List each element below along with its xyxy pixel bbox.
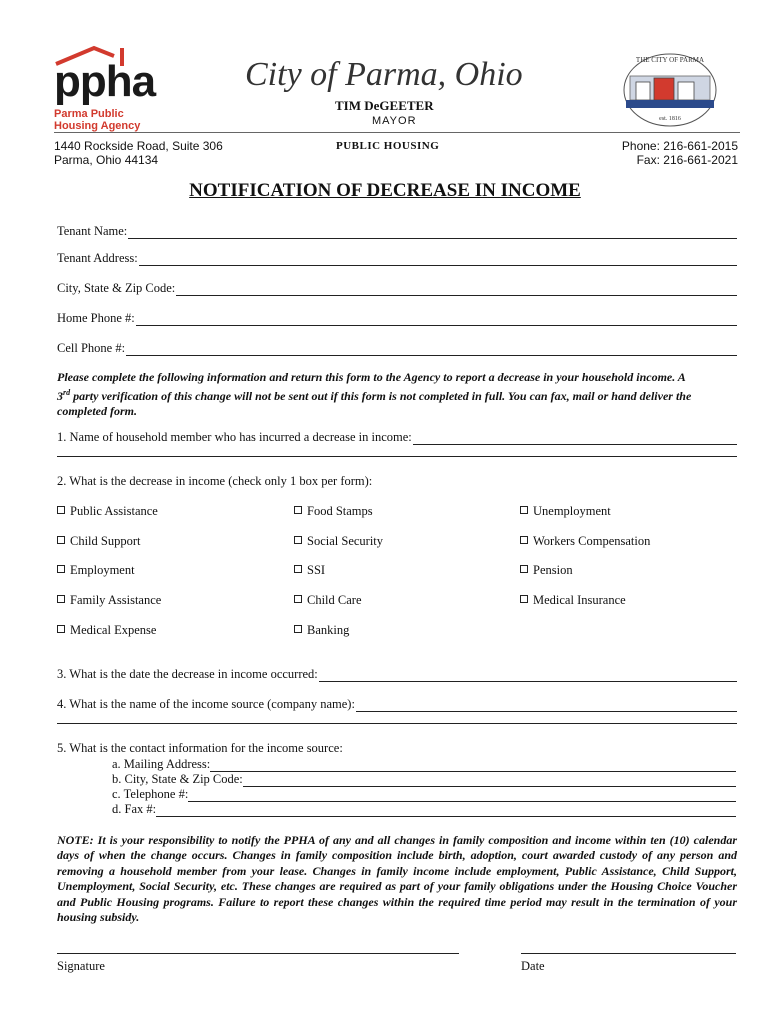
q5-label: 5. What is the contact information for the income source: [57,741,343,755]
checkbox-icon[interactable] [57,536,65,544]
cell-phone-field[interactable] [57,341,737,356]
tenant-address-field[interactable] [57,251,737,266]
department-label: PUBLIC HOUSING [336,140,440,152]
svg-text:est. 1816: est. 1816 [659,116,681,122]
checkbox-icon[interactable] [294,536,302,544]
tenant-address-label: Tenant Address: [57,251,138,265]
q3-label: 3. What is the date the decrease in income occurred: [57,667,318,681]
checkbox-icon[interactable] [520,536,528,544]
source-city-state-zip-line[interactable] [243,776,736,787]
signature-label: Signature [57,959,105,973]
svg-text:THE CITY OF PARMA: THE CITY OF PARMA [635,56,705,64]
q2-label: 2. What is the decrease in income (check only 1 box per form): [57,474,373,488]
city-state-zip-field[interactable] [57,281,737,296]
instructions: Please complete the following information and return this form to the Agency to report a decrease in your household income. A 3rd party verification of this change will not be sent out if this form is not completed in full. You can fax, mail or hand deliver the completed form. [57,370,692,418]
decrease-date-line[interactable] [319,671,737,682]
q1-label: 1. Name of household member who has incurred a decrease in income: [57,430,412,444]
mailing-address-field[interactable] [112,757,736,772]
mailing-address-line[interactable] [210,761,736,772]
checkbox-icon[interactable] [520,565,528,573]
q4-label: 4. What is the name of the income source (company name): [57,697,355,711]
checkbox-pension[interactable]: Pension [520,563,573,578]
tenant-address-line[interactable] [139,255,737,266]
source-city-state-zip-field[interactable] [112,772,736,787]
cell-phone-label: Cell Phone #: [57,341,126,355]
checkbox-icon[interactable] [294,625,302,633]
agency-address: 1440 Rockside Road, Suite 306 Parma, Ohio 44134 [54,139,223,167]
signature-line[interactable] [57,953,459,954]
checkbox-icon[interactable] [294,565,302,573]
tenant-name-line[interactable] [128,228,737,239]
checkbox-employment[interactable]: Employment [57,563,135,578]
source-telephone-line[interactable] [188,791,736,802]
mayor-title: MAYOR [372,115,417,127]
responsibility-note: NOTE: It is your responsibility to notify the PPHA of any and all changes in family composition and income within ten (10) calendar days of when the change occurs. Changes in family composition include birth, adoption, court awarded custody of any person and removing a household member from your lease. Changes in family income include employment, Public Assistance, Child Support, Unemployment, Social Security, etc. These changes are required as part of your family obligations under the Housing Choice Voucher and Public Housing programs. Failure to report these changes within the required time period may result in the termination of your housing subsidy. [57,833,737,925]
city-title: City of Parma, Ohio [245,56,523,93]
home-phone-label: Home Phone #: [57,311,135,325]
checkbox-icon[interactable] [57,595,65,603]
mailing-address-label: a. Mailing Address: [112,757,211,771]
checkbox-icon[interactable] [520,506,528,514]
city-state-zip-label: City, State & Zip Code: [57,281,176,295]
checkbox-medical-insurance[interactable]: Medical Insurance [520,593,626,608]
city-seal-icon [614,42,726,128]
city-state-zip-line[interactable] [176,285,737,296]
date-label: Date [521,959,545,973]
income-source-line[interactable] [356,701,737,712]
source-telephone-field[interactable] [112,787,736,802]
checkbox-food-stamps[interactable]: Food Stamps [294,504,373,519]
household-member-line-2[interactable] [57,456,737,457]
source-fax-label: d. Fax #: [112,802,157,816]
household-member-field[interactable] [57,430,737,445]
checkbox-family-assistance[interactable]: Family Assistance [57,593,161,608]
checkbox-ssi[interactable]: SSI [294,563,325,578]
checkbox-banking[interactable]: Banking [294,623,349,638]
date-line[interactable] [521,953,736,954]
tenant-name-field[interactable] [57,224,737,239]
checkbox-child-support[interactable]: Child Support [57,534,141,549]
income-source-field[interactable] [57,697,737,712]
checkbox-child-care[interactable]: Child Care [294,593,362,608]
household-member-line[interactable] [413,434,737,445]
checkbox-icon[interactable] [57,625,65,633]
checkbox-workers-compensation[interactable]: Workers Compensation [520,534,650,549]
source-city-state-zip-label: b. City, State & Zip Code: [112,772,243,786]
source-fax-line[interactable] [156,806,736,817]
checkbox-icon[interactable] [294,506,302,514]
checkbox-icon[interactable] [57,565,65,573]
checkbox-unemployment[interactable]: Unemployment [520,504,611,519]
checkbox-icon[interactable] [520,595,528,603]
checkbox-icon[interactable] [57,506,65,514]
mayor-name: TIM DeGEETER [335,98,434,113]
decrease-date-field[interactable] [57,667,737,682]
tenant-name-label: Tenant Name: [57,224,128,238]
income-source-line-2[interactable] [57,723,737,724]
home-phone-line[interactable] [136,315,737,326]
ppha-logo: ppha [54,57,156,106]
checkbox-social-security[interactable]: Social Security [294,534,383,549]
home-phone-field[interactable] [57,311,737,326]
cell-phone-line[interactable] [126,345,737,356]
source-fax-field[interactable] [112,802,736,817]
form-title: NOTIFICATION OF DECREASE IN INCOME [189,180,581,201]
checkbox-medical-expense[interactable]: Medical Expense [57,623,156,638]
header-divider [54,132,740,133]
ppha-logo-subtitle: Parma Public Housing Agency [54,108,141,132]
agency-contact: Phone: 216-661-2015 Fax: 216-661-2021 [621,139,738,167]
checkbox-public-assistance[interactable]: Public Assistance [57,504,158,519]
checkbox-icon[interactable] [294,595,302,603]
source-telephone-label: c. Telephone #: [112,787,189,801]
